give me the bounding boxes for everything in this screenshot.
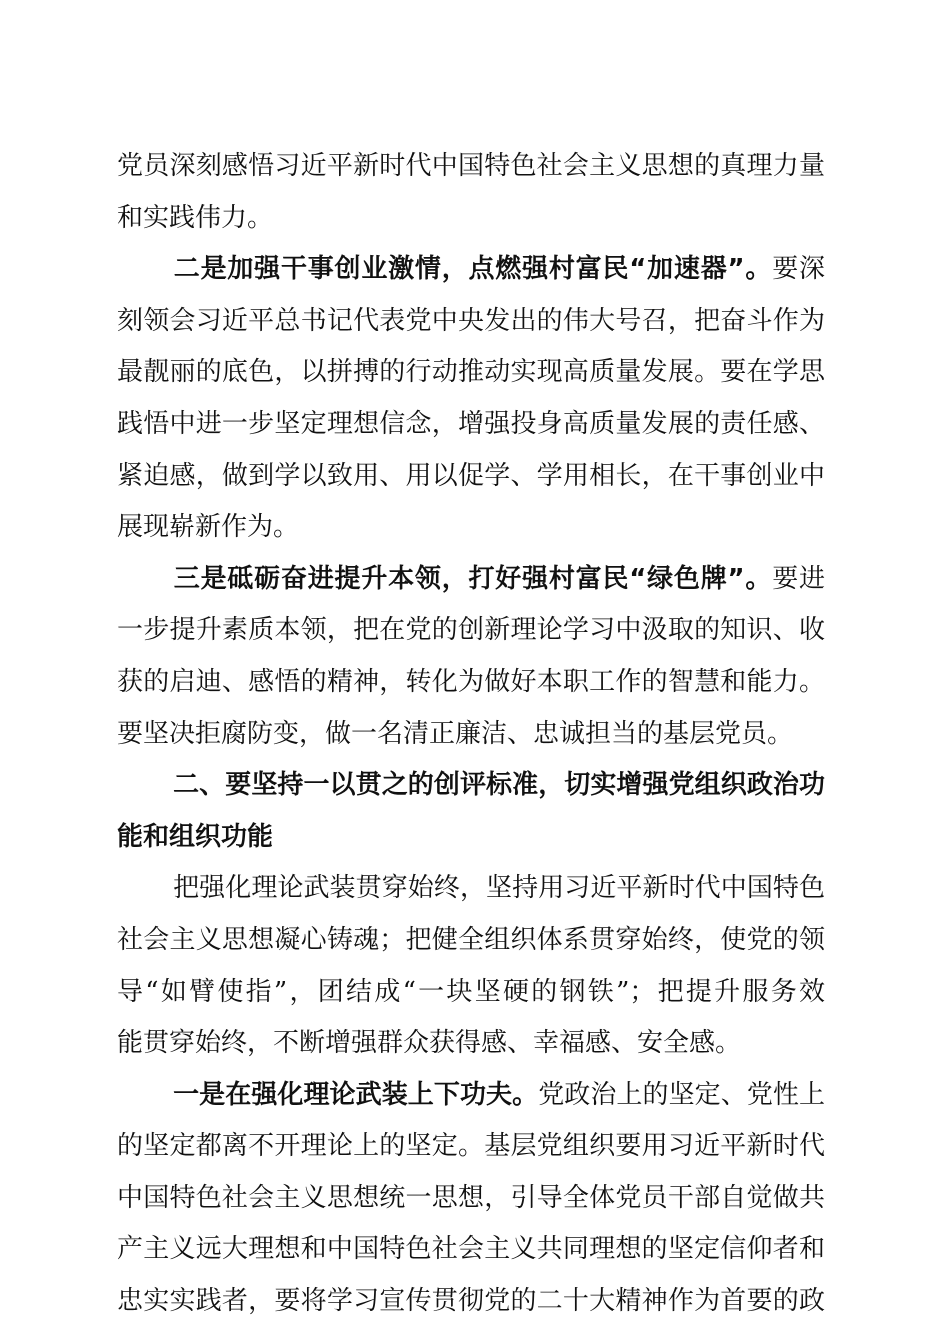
text-line: 的坚定都离不开理论上的坚定。基层党组织要用习近平新时代 [117, 1131, 825, 1162]
text-span: 要深 [772, 254, 825, 285]
text-line: 获的启迪、感悟的精神，转化为做好本职工作的智慧和能力。 [117, 666, 825, 697]
text-line: 忠实实践者，要将学习宣传贯彻党的二十大精神作为首要的政 [117, 1286, 825, 1317]
text-line [117, 554, 825, 606]
text-line: 要坚决拒腐防变，做一名清正廉洁、忠诚担当的基层党员。 [117, 718, 794, 749]
text-line: 刻领会习近平总书记代表党中央发出的伟大号召，把奋斗作为 [117, 305, 825, 336]
text-line: 能贯穿始终，不断增强群众获得感、幸福感、安全感。 [117, 1028, 742, 1059]
text-line: 导“如臂使指”，团结成“一块坚硬的钢铁”；把提升服务效 [117, 976, 825, 1007]
text-line: 社会主义思想凝心铸魂；把健全组织体系贯穿始终，使党的领 [117, 924, 825, 955]
paragraph-lead: 三是砥砺奋进提升本领，打好强村富民“绿色牌”。 [173, 563, 773, 594]
text-line: 和实践伟力。 [117, 202, 274, 233]
section-heading [117, 760, 825, 812]
text-line [117, 863, 825, 915]
text-line: 产主义远大理想和中国特色社会主义共同理想的坚定信仰者和 [117, 1234, 825, 1265]
heading-text: 二、要坚持一以贯之的创评标准，切实增强党组织政治功 [173, 770, 825, 801]
text-span: 要进 [772, 563, 825, 594]
text-line [117, 244, 825, 296]
text-line: 中国特色社会主义思想统一思想，引导全体党员干部自觉做共 [117, 1182, 825, 1213]
paragraph-lead: 二是加强干事创业激情，点燃强村富民“加速器”。 [173, 254, 773, 285]
text-line: 最靓丽的底色，以拼搏的行动推动实现高质量发展。要在学思 [117, 357, 825, 388]
text-line: 紧迫感，做到学以致用、用以促学、学用相长，在干事创业中 [117, 460, 825, 491]
document-page [117, 141, 825, 1328]
section-heading: 能和组织功能 [117, 821, 274, 852]
text-line: 一步提升素质本领，把在党的创新理论学习中汲取的知识、收 [117, 615, 825, 646]
text-line: 践悟中进一步坚定理想信念，增强投身高质量发展的责任感、 [117, 408, 825, 439]
text-line: 展现崭新作为。 [117, 512, 300, 543]
text-span: 党政治上的坚定、党性上 [538, 1079, 825, 1110]
text-span: 把强化理论武装贯穿始终，坚持用习近平新时代中国特色 [173, 873, 825, 904]
text-line [117, 1070, 825, 1122]
paragraph-lead: 一是在强化理论武装上下功夫。 [173, 1079, 539, 1110]
text-line: 党员深刻感悟习近平新时代中国特色社会主义思想的真理力量 [117, 151, 825, 181]
